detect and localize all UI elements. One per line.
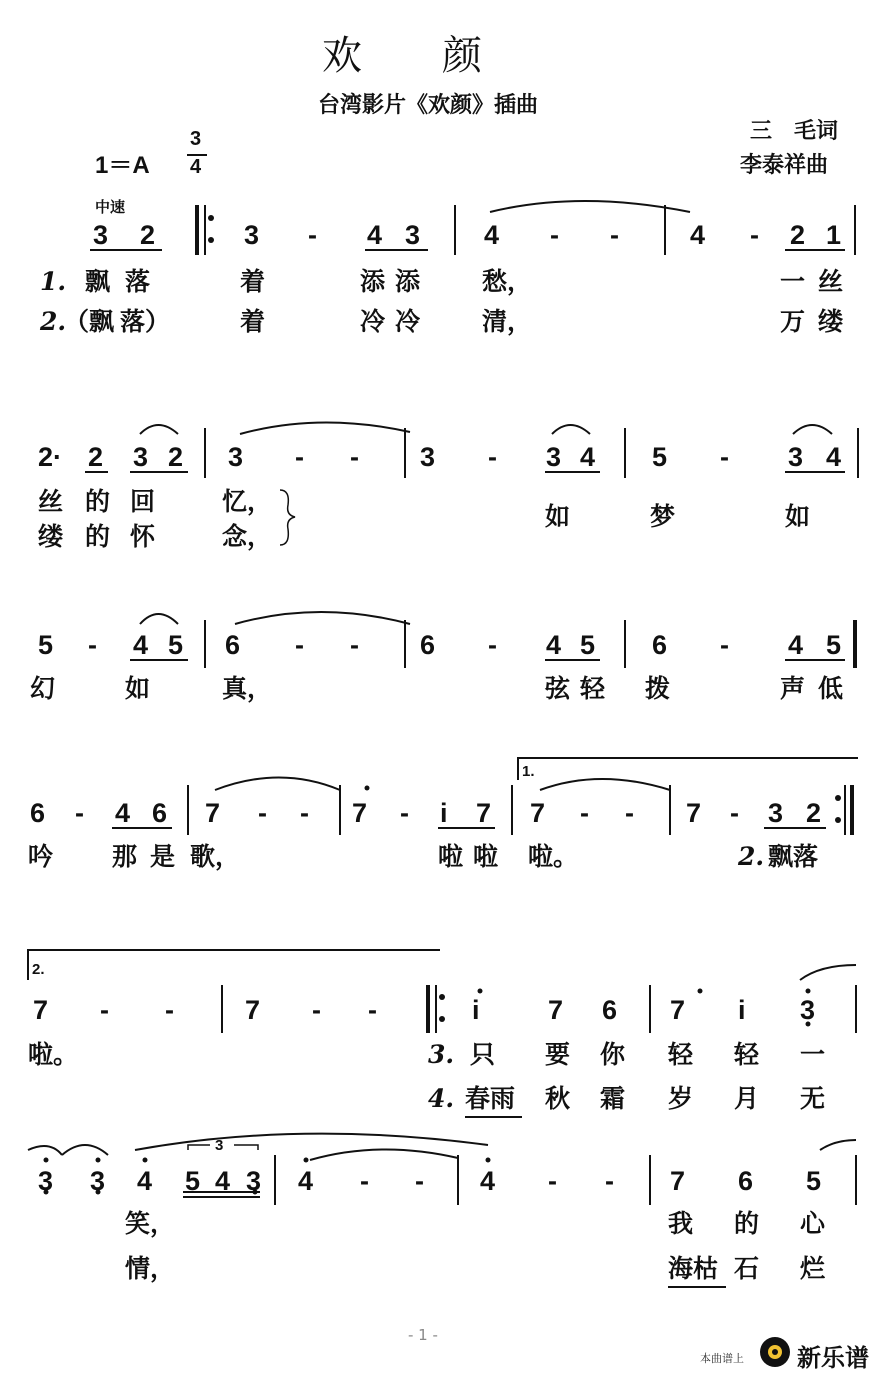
lyric: 冷 [360,307,386,336]
note: 6 [652,630,668,660]
note: - [550,220,559,250]
note: 4 [480,1166,496,1196]
lyric: 怀 [130,522,156,551]
note: 3 [246,1166,262,1196]
lyric: 我 [668,1209,694,1238]
note: 6 [420,630,436,660]
lyric: 真， [222,674,273,703]
note: 4 [484,220,500,250]
lyric: 添 [360,267,386,296]
lyric: 霜 [600,1084,626,1113]
note: 7 [352,798,368,828]
note: 6 [602,995,618,1025]
note: 3 [546,442,562,472]
note: i [472,995,480,1025]
note: - [88,630,97,660]
note: - [400,798,409,828]
note: 7 [686,798,702,828]
lyric: 清， [482,307,533,336]
note: 3 [405,220,421,250]
lyric: 着 [240,267,266,296]
note: 2 [790,220,806,250]
note: - [415,1166,424,1196]
time-signature-top: 3 [190,128,202,150]
note: 3 [244,220,260,250]
watermark-brand: 新乐谱 [797,1344,869,1372]
lyric: 轻 [734,1040,760,1069]
lyric: 2. [40,307,67,336]
note: - [580,798,589,828]
lyric: 你 [600,1040,626,1069]
lyric: 着 [240,307,266,336]
note: 4 [580,442,596,472]
system-5-notes [33,995,815,1025]
lyric: 添 [395,267,421,296]
brand-logo-icon [760,1337,790,1367]
lyric: 低 [818,674,844,703]
note: i [738,995,746,1025]
lyric: 秋 [545,1084,571,1113]
lyric: 念， [222,522,273,551]
system-1 [90,201,855,255]
lyric: 吟 [28,842,54,871]
lyric: 是 [150,842,176,871]
note: - [488,630,497,660]
note: - [165,995,174,1025]
note: - [258,798,267,828]
note: - [312,995,321,1025]
lyric: 情， [125,1254,176,1283]
lyric: 冷 [395,307,421,336]
note: - [295,442,304,472]
note: - [488,442,497,472]
note: - [610,220,619,250]
lyric: 的 [85,522,111,551]
lyric: 丝 [38,487,64,516]
lyric: 海枯 [668,1254,719,1283]
lyric: 如 [545,502,571,531]
system-3-notes [38,630,841,660]
lyric: 飘 [85,267,111,296]
note: 6 [30,798,46,828]
note: 7 [476,798,492,828]
lyric: 的 [734,1209,760,1238]
lyric: 回 [130,487,156,516]
note: 7 [670,995,686,1025]
lyric: 如 [125,674,151,703]
note: 4 [215,1166,231,1196]
lyric: 如 [785,502,811,531]
note: 4 [133,630,149,660]
note: 7 [205,798,221,828]
system-4-lyrics [28,842,818,871]
composer-credit: 李泰祥曲 [740,152,829,178]
system-2-lyrics [38,487,810,551]
note: 5 [168,630,184,660]
note: - [350,442,359,472]
note: 3 [768,798,784,828]
note: 4 [546,630,562,660]
tuplet-label: 3 [215,1137,224,1154]
note: 7 [530,798,546,828]
lyric: 落 [125,267,151,296]
lyric: 飘落 [768,842,819,871]
lyric: 只 [470,1040,496,1069]
lyric: 啦。 [28,1040,79,1069]
note: - [548,1166,557,1196]
note: - [300,798,309,828]
note: 6 [225,630,241,660]
lyric: 4. [428,1084,455,1113]
note: 2 [88,442,104,472]
song-subtitle: 台湾影片《欢颜》插曲 [318,92,539,118]
lyric: 心 [800,1209,826,1238]
note: - [368,995,377,1025]
note: 5 [806,1166,822,1196]
note: - [100,995,109,1025]
note: - [720,442,729,472]
note: 4 [298,1166,314,1196]
note: 6 [152,798,168,828]
system-1-lyrics [39,267,843,336]
lyric: 幻 [30,674,56,703]
lyric: 春雨 [465,1084,516,1113]
lyric: 笑， [125,1209,176,1238]
note: - [360,1166,369,1196]
key-signature: 1＝A [95,152,150,179]
lyric: 烂 [800,1254,826,1283]
lyric: 缕 [818,307,844,336]
lyric: 2. [738,842,765,871]
lyric: 啦。 [528,842,579,871]
note: 5 [38,630,54,660]
note: 4 [788,630,804,660]
note: 1 [826,220,842,250]
note: 3 [90,1166,106,1196]
lyric: 那 [112,842,138,871]
note: 2 [168,442,184,472]
note: 3 [93,220,109,250]
note: - [75,798,84,828]
note: 5 [652,442,668,472]
lyric: 无 [800,1084,826,1113]
note: - [720,630,729,660]
note: 4 [137,1166,153,1196]
system-6-notes [38,1166,821,1196]
note: - [730,798,739,828]
lyric: 岁 [668,1084,694,1113]
lyric: 万 [780,307,806,336]
note: 3 [38,1166,54,1196]
lyric: 3. [428,1040,455,1069]
note: 4 [115,798,131,828]
note: 3 [133,442,149,472]
lyric: 啦 [438,842,464,871]
note: 7 [670,1166,686,1196]
time-signature-bottom: 4 [190,156,202,178]
lyric: 石 [734,1254,760,1283]
note: 5 [580,630,596,660]
note: 7 [548,995,564,1025]
note: - [750,220,759,250]
watermark-caption: 本曲谱上 [700,1352,744,1365]
lyric: 啦 [473,842,499,871]
note: 4 [367,220,383,250]
lyric: （飘 [64,307,115,336]
system-4-notes [30,798,821,828]
note: 5 [826,630,842,660]
lyric: 愁， [482,267,533,296]
note: - [605,1166,614,1196]
system-6-lyrics [124,1209,826,1283]
lyric: 一 [780,267,806,296]
note: 4 [826,442,842,472]
lyric: 丝 [818,267,844,296]
page-number: - 1 - [408,1326,438,1344]
song-title: 欢 颜 [322,33,482,79]
note: 2 [140,220,156,250]
system-5-lyrics [28,1040,825,1113]
lyric: 轻 [668,1040,694,1069]
lyric: 月 [734,1084,760,1113]
lyric: 声 [780,674,806,703]
note: 7 [245,995,261,1025]
lyric: 梦 [650,502,676,531]
note: - [295,630,304,660]
system-3-lyrics [30,674,843,703]
note: 4 [690,220,706,250]
note: 3 [420,442,436,472]
lyric: 弦 [545,674,571,703]
volta-1-label: 1. [522,763,535,780]
system-2-notes [38,442,841,472]
note: 6 [738,1166,754,1196]
lyric: 缕 [38,522,64,551]
lyricist-credit: 三 毛词 [750,118,839,144]
volta-2-label: 2. [32,961,45,978]
lyric: 一 [800,1040,826,1069]
note: 2· [38,442,63,472]
lyric: 歌， [190,842,241,871]
lyric: 落） [120,307,171,336]
note: - [350,630,359,660]
note: 3 [788,442,804,472]
note: 3 [800,995,816,1025]
note: - [625,798,634,828]
tempo-marking: 中速 [95,198,126,216]
note: - [308,220,317,250]
lyric: 忆， [222,487,273,516]
note: i [440,798,448,828]
note: 5 [185,1166,201,1196]
lyric: 要 [545,1040,571,1069]
note: 2 [806,798,822,828]
lyric: 轻 [580,674,606,703]
note: 7 [33,995,49,1025]
lyric: 拨 [645,674,671,703]
lyric: 1. [40,267,67,296]
lyric: 的 [85,487,111,516]
note: 3 [228,442,244,472]
system-2 [85,422,858,545]
